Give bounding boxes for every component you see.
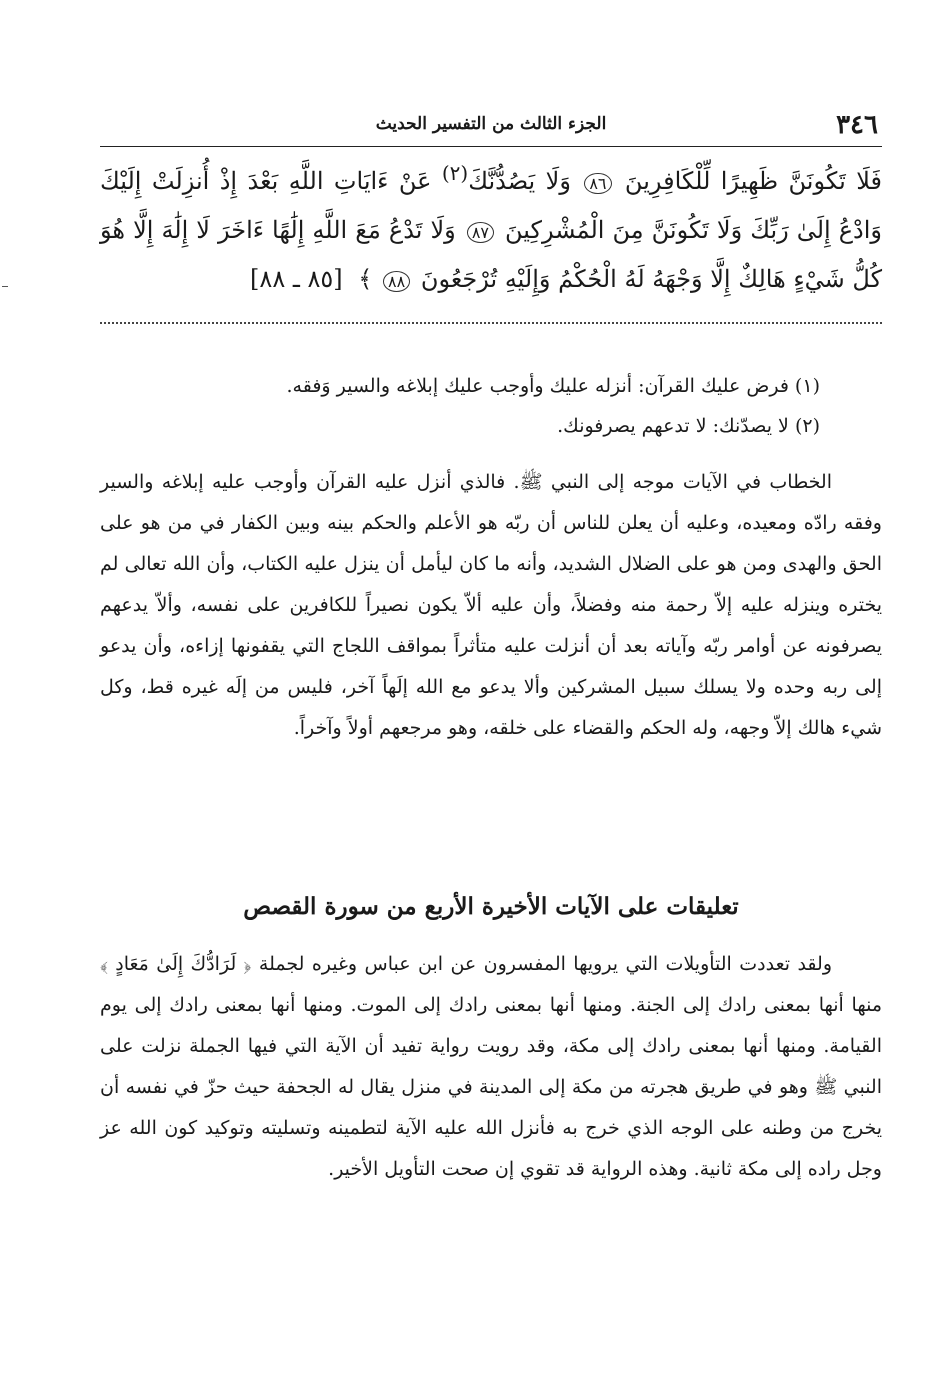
section-paragraph — [100, 944, 882, 1190]
verse-number-marker: ٨٦ — [584, 173, 611, 194]
verse-reference: [٨٥ ـ ٨٨] — [250, 265, 343, 293]
footnotes — [120, 366, 820, 446]
page-number: ٣٤٦ — [836, 110, 878, 140]
footnote-reference: (٢) — [441, 161, 469, 185]
verse-text: وَلَا يَصُدُّنَّكَ — [468, 167, 571, 195]
running-title: الجزء الثالث من التفسير الحديث — [375, 114, 607, 134]
section-body-text: منها أنها بمعنى رادك إلى الجنة. ومنها أنها بمعنى رادك إلى الموت. ومنها أنها بمعنى رادك إلى يوم القيامة. ومنها أنها بمعنى رادك إلى مكة، وقد رويت رواية تفيد أن الآية التي فيها الجملة نزلت على النبي ﷺ وهو في طريق هجرته من مكة إلى المدينة في منزل يقال له الجحفة حيث حزّ في نفسه أن يخرج من وطنه على الوجه الذي خرج به فأنزل الله عليه الآية لتطمينه وتسليته وتوكيد كون الله عز وجل راده إلى مكة ثانية. وهذه الرواية قد تقوي إن صحت التأويل الأخير. — [100, 994, 882, 1180]
margin-mark — [2, 286, 8, 287]
quranic-quote: ﴿ لَرَادُّكَ إِلَىٰ مَعَادٍ ﴾ — [100, 953, 252, 975]
quran-verses — [100, 150, 882, 305]
footnote-1: (١) فرض عليك القرآن: أنزله عليك وأوجب عليك إبلاغه والسير وَفقه. — [286, 375, 820, 397]
verse-number-marker: ٨٧ — [467, 222, 494, 243]
section-heading: تعليقات على الآيات الأخيرة الأربع من سورة القصص — [243, 893, 739, 920]
verse-text: فَلَا تَكُونَنَّ ظَهِيرًا لِّلْكَافِرِينَ — [624, 167, 882, 195]
footnote-2: (٢) لا يصدّنك: لا تدعهم يصرفونك. — [557, 415, 820, 437]
commentary-paragraph: الخطاب في الآيات موجه إلى النبي ﷺ. فالذي أنزل عليه القرآن وأوجب عليه إبلاغه والسير وفقه رادّه ومعيده، وعليه أن يعلن للناس أن ربّه هو الأعلم والحكم بينه وبين الكفار في من هو على الحق والهدى ومن هو على الضلال الشديد، وأنه ما كان ليأمل أن ينزل عليه الكتاب، وأن الله تعالى لم يختره وينزله عليه إلاّ رحمة منه وفضلاً، وأن عليه ألاّ يكون نصيراً للكافرين على نفسه، وألاّ يدعهم يصرفونه عن أوامر ربّه وآياته بعد أن أنزلت عليه متأثراً بمواقف اللجاج التي يقفونها إزاءه، وأن يدعو إلى ربه وحده ولا يسلك سبيل المشركين وألا يدعو مع الله إلَهاً آخر، فليس من إلَه غيره قط، وكل شيء هالك إلاّ وجهه، وله الحكم والقضاء على خلقه، وهو مرجعهم أولاً وآخراً. — [100, 471, 882, 739]
verse-text: وَلَا تَدْعُ مَعَ اللَّهِ إِلَٰهًا ءَاخَرَ لَا إِلَٰهَ إِلَّا هُوَ كُلُّ شَيْءٍ هَالِكٌ إِلَّا وَجْهَهُ لَهُ الْحُكْمُ وَإِلَيْهِ تُرْجَعُونَ — [100, 216, 882, 293]
page-header — [102, 108, 880, 144]
closing-bracket: ﴾ — [358, 265, 373, 293]
verse-text: عَنْ ءَايَاتِ اللَّهِ بَعْدَ إِذْ أُنزِلَتْ إِلَيْكَ وَادْعُ إِلَىٰ رَبِّكَ وَلَا تَكُونَنَّ مِنَ الْمُشْرِكِينَ — [100, 167, 883, 244]
verse-number-marker: ٨٨ — [383, 271, 410, 292]
section-intro: ولقد تعددت التأويلات التي يرويها المفسرون عن ابن عباس وغيره لجملة — [258, 953, 832, 975]
header-divider — [100, 146, 882, 147]
footnote-separator — [100, 322, 882, 324]
